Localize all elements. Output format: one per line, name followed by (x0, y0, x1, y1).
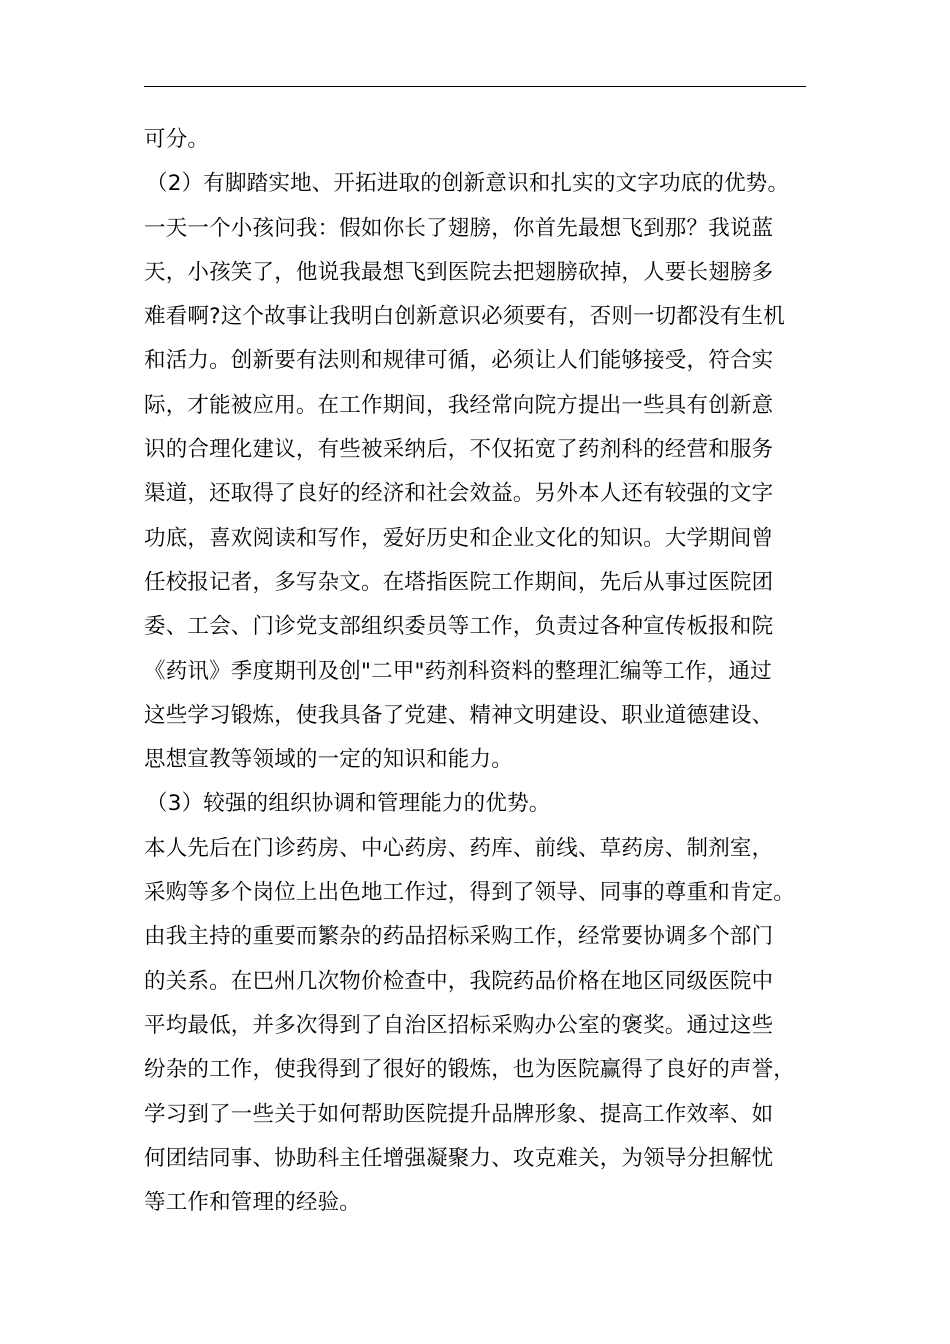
text-line: 和活力。创新要有法则和规律可循，必须让人们能够接受，符合实 (144, 348, 774, 374)
text-line: 思想宣教等领域的一定的知识和能力。 (144, 747, 513, 773)
text-line: 何团结同事、协助科主任增强凝聚力、攻克难关，为领导分担解忧 (144, 1145, 774, 1171)
document-body (144, 118, 812, 1225)
text-line: 一天一个小孩问我：假如你长了翅膀，你首先最想飞到那？我说蓝 (144, 215, 774, 241)
text-line: 学习到了一些关于如何帮助医院提升品牌形象、提高工作效率、如 (144, 1101, 774, 1127)
text-line: 纷杂的工作，使我得到了很好的锻炼，也为医院赢得了良好的声誉， (144, 1057, 796, 1083)
text-line: 渠道，还取得了良好的经济和社会效益。另外本人还有较强的文字 (144, 481, 774, 507)
text-line: 难看啊?这个故事让我明白创新意识必须要有，否则一切都没有生机 (144, 304, 785, 330)
header-divider (144, 86, 806, 87)
text-line: 可分。 (144, 127, 210, 152)
text-line: 际，才能被应用。在工作期间，我经常向院方提出一些具有创新意 (144, 392, 774, 418)
text-line: 天，小孩笑了，他说我最想飞到医院去把翅膀砍掉，人要长翅膀多 (144, 259, 774, 285)
text-line: 《药讯》季度期刊及创"二甲"药剂科资料的整理汇编等工作，通过 (144, 658, 772, 684)
text-line: 功底，喜欢阅读和写作，爱好历史和企业文化的知识。大学期间曾 (144, 525, 774, 551)
text-line: 识的合理化建议，有些被采纳后，不仅拓宽了药剂科的经营和服务 (144, 437, 774, 463)
section-heading-3: （3）较强的组织协调和管理能力的优势。 (146, 791, 551, 817)
text-line: 采购等多个岗位上出色地工作过，得到了领导、同事的尊重和肯定。 (144, 880, 796, 906)
section-heading-2: （2）有脚踏实地、开拓进取的创新意识和扎实的文字功底的优势。 (146, 171, 790, 197)
text-line: 委、工会、门诊党支部组织委员等工作，负责过各种宣传板报和院 (144, 614, 774, 640)
text-line: 任校报记者，多写杂文。在塔指医院工作期间，先后从事过医院团 (144, 569, 774, 595)
text-line: 本人先后在门诊药房、中心药房、药库、前线、草药房、制剂室， (144, 835, 774, 861)
text-line: 平均最低，并多次得到了自治区招标采购办公室的褒奖。通过这些 (144, 1012, 774, 1038)
text-line: 这些学习锻炼，使我具备了党建、精神文明建设、职业道德建设、 (144, 702, 774, 728)
text-line: 等工作和管理的经验。 (144, 1190, 362, 1216)
text-line: 由我主持的重要而繁杂的药品招标采购工作，经常要协调多个部门 (144, 924, 774, 950)
text-line: 的关系。在巴州几次物价检查中，我院药品价格在地区同级医院中 (144, 968, 774, 994)
